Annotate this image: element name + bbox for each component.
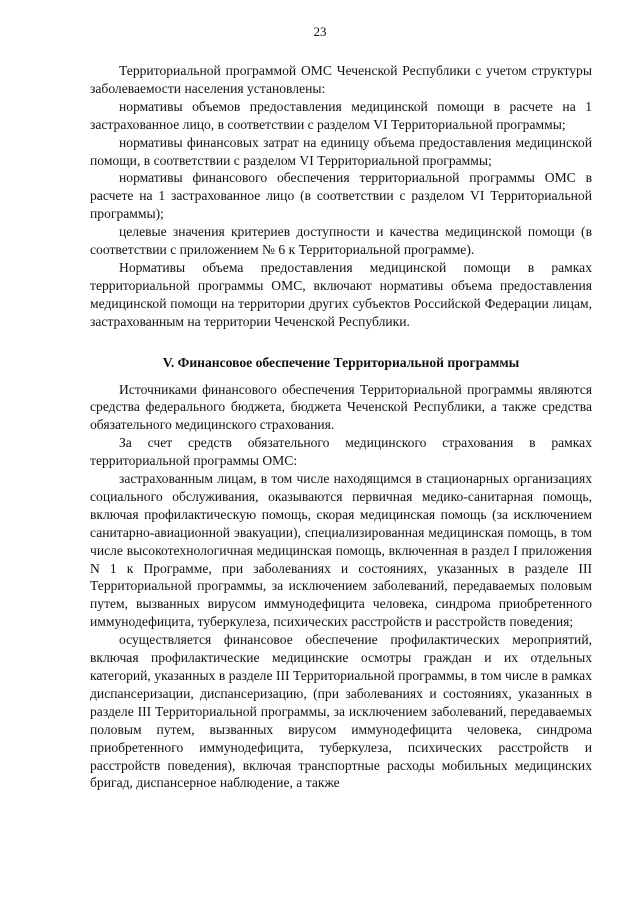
document-body [90, 62, 592, 792]
paragraph: Нормативы объема предоставления медицинской помощи в рамках территориальной программы ОМС, включают нормативы объема предоставления медицинской помощи на территории других субъектов Российской Федерации лицам, застрахованным на территории Чеченской Республики. [90, 259, 592, 329]
paragraph: Источниками финансового обеспечения Территориальной программы являются средства федерального бюджета, бюджета Чеченской Республики, а также средства обязательного медицинского страхования. [90, 381, 592, 433]
paragraph: За счет средств обязательного медицинского страхования в рамках территориальной программы ОМС: [90, 435, 592, 469]
list-item: осуществляется финансовое обеспечение профилактических мероприятий, включая профилактические медицинские осмотры граждан и их отдельных категорий, указанных в разделе III Территориальной программы, в том числе в рамках диспансеризации, диспансеризацию, (при заболеваниях и состояниях, указанных в разделе III Территориальной программы, за исключением заболеваний, передаваемых половым путем, вызванных вирусом иммунодефицита человека, синдрома приобретенного иммунодефицита, туберкулеза, психических расстройств и расстройств поведения), включая транспортные расходы мобильных медицинских бригад, диспансерное наблюдение, а также [90, 632, 592, 791]
list-item: целевые значения критериев доступности и качества медицинской помощи (в соответствии с приложением № 6 к Территориальной программе). [90, 224, 592, 258]
list-item: застрахованным лицам, в том числе находящимся в стационарных организациях социального обслуживания, оказываются первичная медико-санитарная помощь, включая профилактическую помощь, скорая медицинская помощь (за исключением санитарно-авиационной эвакуации), специализированная медицинская помощь, в том числе высокотехнологичная медицинская помощь, включенная в раздел I приложения N 1 к Программе, при заболеваниях и состояниях, указанных в разделе III Территориальной программы, за исключением заболеваний, передаваемых половым путем, вызванных вирусом иммунодефицита человека, синдрома приобретенного иммунодефицита, туберкулеза, психических расстройств и расстройств поведения; [90, 471, 592, 630]
list-item: нормативы финансовых затрат на единицу объема предоставления медицинской помощи, в соответствии с разделом VI Территориальной программы; [90, 134, 592, 168]
list-item: нормативы финансового обеспечения территориальной программы ОМС в расчете на 1 застрахованное лицо (в соответствии с разделом VI Территориальной программы); [90, 170, 592, 222]
page-number: 23 [313, 24, 327, 39]
paragraph: Территориальной программой ОМС Чеченской Республики с учетом структуры заболеваемости населения установлены: [90, 63, 592, 96]
list-item: нормативы объемов предоставления медицинской помощи в расчете на 1 застрахованное лицо, в соответствии с разделом VI Территориальной программы; [90, 98, 592, 132]
section-heading: V. Финансовое обеспечение Территориальной программы [162, 354, 520, 370]
